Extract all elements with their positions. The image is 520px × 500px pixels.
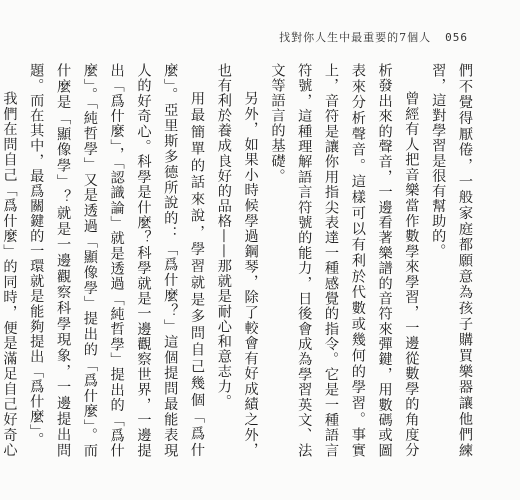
book-title: 找對你人生中最重要的7個人 [279, 31, 432, 44]
paragraph: 曾經有人把音樂當作數學來學習，一邊從數學的角度分析發出來的聲音，一邊看著樂譜的音符來彈鍵，用數碼或圖表來分析聲音。這樣可以有利於代數或幾何的學習。事實上，音符是讓你用指尖表達一種感覺的指令。它是一種語言符號，這種理解語言符號的能力，日後會成為學習英文、法文等語言的基礎。 [269, 63, 420, 458]
paragraph: 我們在問自己「爲什麼」的同時，便是滿足自己好奇心 [1, 91, 18, 458]
paragraph: 們不覺得厭倦，一般家庭都願意為孩子購買樂器讓他們練習，這對學習是很有幫助的。 [430, 63, 473, 458]
paragraph: 用最簡單的話來說，學習就是多問自己幾個「爲什麼」。亞里斯多德所說的：「爲什麼？」這個提問最能表現人的好奇心。科學是什麼？科學就是一邊觀察世界，一邊提出「爲什麼」，「認識論」就是透過「純哲學」提出的「爲什麼」。「純哲學」又是透過「顯像學」提出的「爲什麼」。而什麼是「顯像學」？就是一邊觀察科學現象，一邊提出問題。而在其中，最爲關鍵的一環就是能夠提出「爲什麼」。 [28, 63, 206, 458]
page-number: 056 [445, 31, 468, 44]
body-text [1, 63, 478, 458]
paragraph: 另外，如果小時候學過鋼琴，除了較會有好成績之外，也有利於養成良好的品格——那就是耐心和意志力。 [215, 63, 259, 458]
running-head [279, 29, 468, 45]
